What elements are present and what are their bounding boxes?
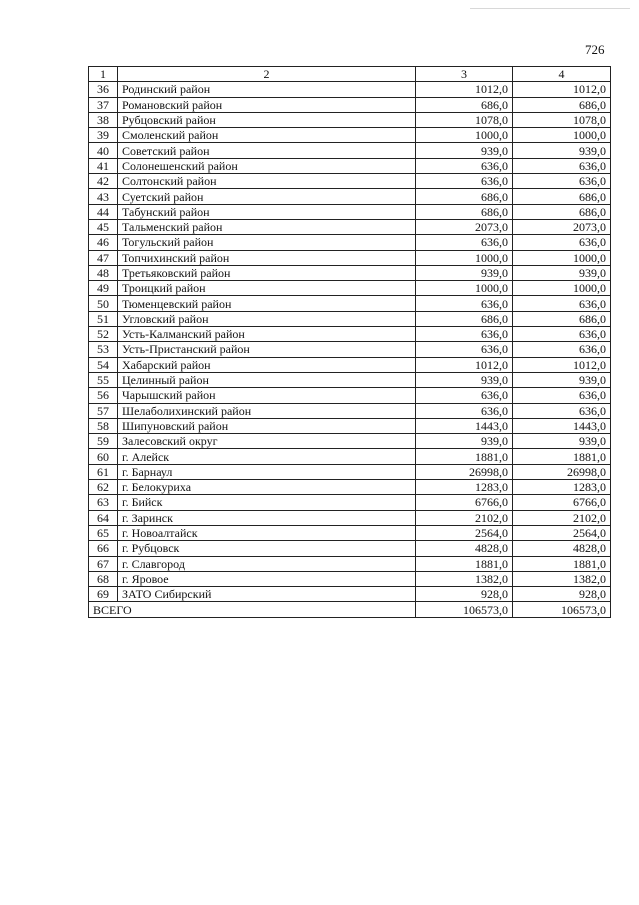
row-number: 44	[89, 204, 118, 219]
allocation-table	[88, 66, 611, 618]
district-name: г. Алейск	[118, 449, 416, 464]
value-col4: 636,0	[513, 342, 611, 357]
value-col4: 6766,0	[513, 495, 611, 510]
value-col4: 1000,0	[513, 250, 611, 265]
table-row	[89, 372, 611, 387]
value-col3: 26998,0	[416, 464, 513, 479]
table-row	[89, 571, 611, 586]
row-number: 37	[89, 97, 118, 112]
row-number: 43	[89, 189, 118, 204]
total-row	[89, 602, 611, 617]
district-name: Целинный район	[118, 372, 416, 387]
row-number: 60	[89, 449, 118, 464]
district-name: Усть-Пристанский район	[118, 342, 416, 357]
row-number: 41	[89, 158, 118, 173]
value-col3: 636,0	[416, 296, 513, 311]
row-number: 51	[89, 311, 118, 326]
district-name: Третьяковский район	[118, 265, 416, 280]
value-col4: 636,0	[513, 296, 611, 311]
row-number: 63	[89, 495, 118, 510]
district-name: ЗАТО Сибирский	[118, 587, 416, 602]
row-number: 58	[89, 418, 118, 433]
district-name: г. Бийск	[118, 495, 416, 510]
value-col4: 1881,0	[513, 556, 611, 571]
table-row	[89, 235, 611, 250]
value-col4: 636,0	[513, 174, 611, 189]
value-col4: 1382,0	[513, 571, 611, 586]
table-body	[89, 82, 611, 602]
value-col3: 2073,0	[416, 219, 513, 234]
column-header: 1	[89, 67, 118, 82]
row-number: 62	[89, 480, 118, 495]
district-name: Чарышский район	[118, 388, 416, 403]
table-row	[89, 556, 611, 571]
district-name: Табунский район	[118, 204, 416, 219]
value-col3: 636,0	[416, 158, 513, 173]
table-row	[89, 327, 611, 342]
table-row	[89, 587, 611, 602]
table-row	[89, 311, 611, 326]
district-name: Смоленский район	[118, 128, 416, 143]
value-col4: 1012,0	[513, 82, 611, 97]
value-col3: 1012,0	[416, 357, 513, 372]
column-header: 2	[118, 67, 416, 82]
table-row	[89, 281, 611, 296]
row-number: 54	[89, 357, 118, 372]
table-row	[89, 250, 611, 265]
value-col4: 2073,0	[513, 219, 611, 234]
row-number: 42	[89, 174, 118, 189]
table-row	[89, 296, 611, 311]
table-row	[89, 97, 611, 112]
table-row	[89, 204, 611, 219]
value-col4: 636,0	[513, 403, 611, 418]
row-number: 48	[89, 265, 118, 280]
value-col3: 686,0	[416, 97, 513, 112]
value-col3: 1078,0	[416, 112, 513, 127]
value-col3: 4828,0	[416, 541, 513, 556]
value-col4: 1012,0	[513, 357, 611, 372]
value-col4: 636,0	[513, 235, 611, 250]
row-number: 59	[89, 434, 118, 449]
district-name: Суетский район	[118, 189, 416, 204]
row-number: 45	[89, 219, 118, 234]
value-col3: 686,0	[416, 204, 513, 219]
district-name: Шипуновский район	[118, 418, 416, 433]
table-row	[89, 265, 611, 280]
total-label: ВСЕГО	[89, 602, 416, 617]
row-number: 64	[89, 510, 118, 525]
row-number: 61	[89, 464, 118, 479]
row-number: 50	[89, 296, 118, 311]
row-number: 52	[89, 327, 118, 342]
table-row	[89, 510, 611, 525]
district-name: Тальменский район	[118, 219, 416, 234]
value-col3: 1283,0	[416, 480, 513, 495]
column-header: 3	[416, 67, 513, 82]
value-col4: 939,0	[513, 265, 611, 280]
value-col4: 686,0	[513, 311, 611, 326]
column-header: 4	[513, 67, 611, 82]
district-name: Рубцовский район	[118, 112, 416, 127]
row-number: 53	[89, 342, 118, 357]
value-col3: 1012,0	[416, 82, 513, 97]
value-col3: 636,0	[416, 235, 513, 250]
value-col3: 939,0	[416, 143, 513, 158]
table-row	[89, 342, 611, 357]
value-col4: 1881,0	[513, 449, 611, 464]
district-name: г. Белокуриха	[118, 480, 416, 495]
district-name: Шелаболихинский район	[118, 403, 416, 418]
value-col4: 939,0	[513, 372, 611, 387]
value-col4: 939,0	[513, 434, 611, 449]
value-col4: 686,0	[513, 189, 611, 204]
value-col3: 1443,0	[416, 418, 513, 433]
district-name: г. Заринск	[118, 510, 416, 525]
row-number: 55	[89, 372, 118, 387]
row-number: 38	[89, 112, 118, 127]
row-number: 69	[89, 587, 118, 602]
table-row	[89, 403, 611, 418]
table-row	[89, 112, 611, 127]
row-number: 66	[89, 541, 118, 556]
table-row	[89, 158, 611, 173]
district-name: Родинский район	[118, 82, 416, 97]
district-name: Троицкий район	[118, 281, 416, 296]
value-col3: 1881,0	[416, 449, 513, 464]
total-value-col4: 106573,0	[513, 602, 611, 617]
value-col3: 636,0	[416, 174, 513, 189]
value-col3: 686,0	[416, 189, 513, 204]
row-number: 67	[89, 556, 118, 571]
row-number: 57	[89, 403, 118, 418]
table-row	[89, 418, 611, 433]
row-number: 46	[89, 235, 118, 250]
value-col3: 939,0	[416, 265, 513, 280]
table-row	[89, 388, 611, 403]
value-col3: 636,0	[416, 342, 513, 357]
value-col4: 686,0	[513, 204, 611, 219]
value-col4: 939,0	[513, 143, 611, 158]
table-row	[89, 189, 611, 204]
district-name: г. Барнаул	[118, 464, 416, 479]
row-number: 36	[89, 82, 118, 97]
table-row	[89, 82, 611, 97]
district-name: Тогульский район	[118, 235, 416, 250]
value-col4: 1443,0	[513, 418, 611, 433]
row-number: 47	[89, 250, 118, 265]
value-col3: 1000,0	[416, 128, 513, 143]
value-col4: 2102,0	[513, 510, 611, 525]
value-col4: 636,0	[513, 158, 611, 173]
value-col4: 686,0	[513, 97, 611, 112]
value-col3: 686,0	[416, 311, 513, 326]
scan-edge-line	[470, 8, 630, 9]
value-col4: 4828,0	[513, 541, 611, 556]
table-row	[89, 143, 611, 158]
district-name: г. Новоалтайск	[118, 525, 416, 540]
district-name: Усть-Калманский район	[118, 327, 416, 342]
value-col3: 939,0	[416, 434, 513, 449]
value-col3: 928,0	[416, 587, 513, 602]
value-col3: 2102,0	[416, 510, 513, 525]
table-row	[89, 357, 611, 372]
district-name: Тюменцевский район	[118, 296, 416, 311]
value-col3: 636,0	[416, 327, 513, 342]
row-number: 40	[89, 143, 118, 158]
value-col4: 1283,0	[513, 480, 611, 495]
total-value-col3: 106573,0	[416, 602, 513, 617]
row-number: 68	[89, 571, 118, 586]
header-row	[89, 67, 611, 82]
value-col3: 939,0	[416, 372, 513, 387]
value-col4: 636,0	[513, 327, 611, 342]
table-row	[89, 541, 611, 556]
district-name: Угловский район	[118, 311, 416, 326]
value-col3: 1000,0	[416, 250, 513, 265]
row-number: 39	[89, 128, 118, 143]
table-row	[89, 495, 611, 510]
district-name: Советский район	[118, 143, 416, 158]
table-row	[89, 480, 611, 495]
page-number: 726	[585, 42, 605, 57]
value-col3: 2564,0	[416, 525, 513, 540]
value-col3: 636,0	[416, 388, 513, 403]
value-col4: 2564,0	[513, 525, 611, 540]
value-col4: 1078,0	[513, 112, 611, 127]
table-row	[89, 219, 611, 234]
table-row	[89, 174, 611, 189]
table-row	[89, 434, 611, 449]
table-row	[89, 525, 611, 540]
district-name: г. Славгород	[118, 556, 416, 571]
district-name: г. Рубцовск	[118, 541, 416, 556]
table-row	[89, 128, 611, 143]
value-col4: 1000,0	[513, 128, 611, 143]
row-number: 49	[89, 281, 118, 296]
value-col3: 6766,0	[416, 495, 513, 510]
value-col3: 1382,0	[416, 571, 513, 586]
table-row	[89, 464, 611, 479]
row-number: 65	[89, 525, 118, 540]
value-col4: 26998,0	[513, 464, 611, 479]
district-name: Романовский район	[118, 97, 416, 112]
row-number: 56	[89, 388, 118, 403]
value-col4: 636,0	[513, 388, 611, 403]
value-col3: 1881,0	[416, 556, 513, 571]
district-name: Залесовский округ	[118, 434, 416, 449]
district-name: Солонешенский район	[118, 158, 416, 173]
district-name: Топчихинский район	[118, 250, 416, 265]
value-col4: 928,0	[513, 587, 611, 602]
value-col3: 1000,0	[416, 281, 513, 296]
value-col4: 1000,0	[513, 281, 611, 296]
value-col3: 636,0	[416, 403, 513, 418]
table-row	[89, 449, 611, 464]
district-name: Хабарский район	[118, 357, 416, 372]
district-name: г. Яровое	[118, 571, 416, 586]
district-name: Солтонский район	[118, 174, 416, 189]
